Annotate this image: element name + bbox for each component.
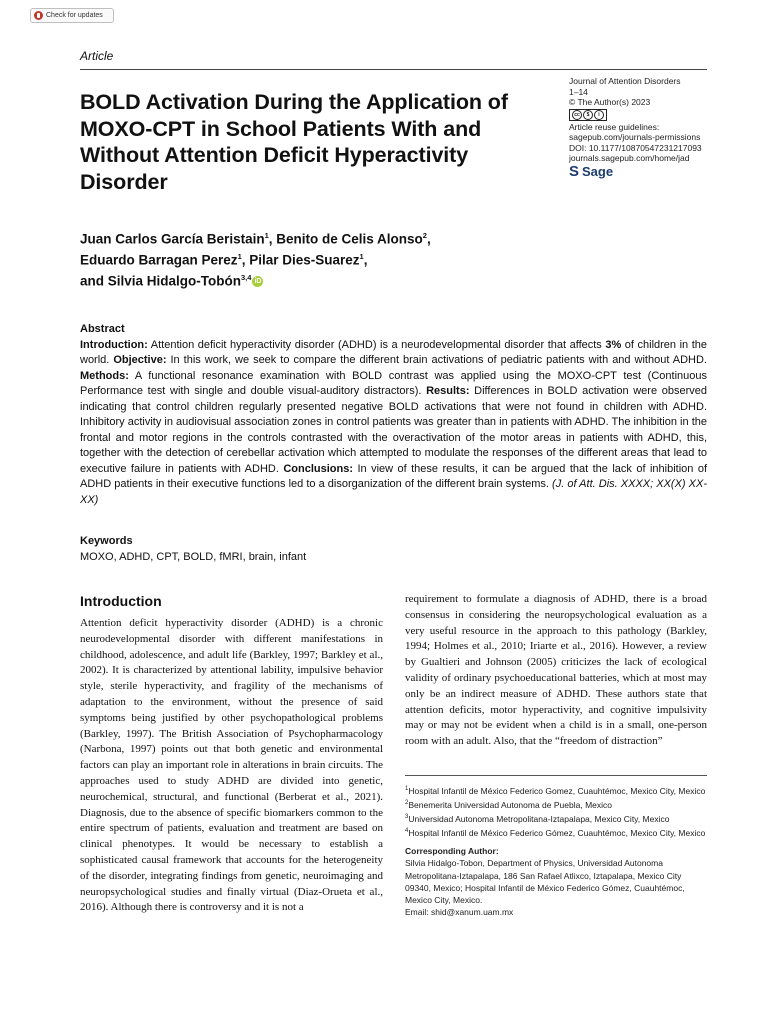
affiliation-mark: 3 xyxy=(405,814,409,821)
title-line: Without Attention Deficit Hyperactivity xyxy=(80,143,469,167)
journal-pages: 1–14 xyxy=(569,86,588,97)
separator: , xyxy=(363,252,368,268)
affiliation xyxy=(405,811,707,825)
corresponding-heading: Corresponding Author: xyxy=(405,846,499,857)
objective-text: In this work, we seek to compare the different brain activations of pediatric patients with and without ADHD. xyxy=(166,354,707,366)
title-line: MOXO-CPT in School Patients With and xyxy=(80,116,482,141)
citation: (J. of Att. Dis. XXXX; XX(X) XX-XX) xyxy=(80,478,707,506)
keywords-heading: Keywords xyxy=(80,535,133,547)
separator: , xyxy=(426,231,431,247)
results-text: Differences in BOLD activation were observed indicating that control children regularly presented negative BOLD activations that were not found in children with ADHD. Inhibitory activity in audiovisual association zones in control patients was greater than in patients with ADHD. The inhibition in the frontal and motor regions in the controls contrasted with the overactivation of the motor areas in patients with ADHD, this, together with the detection of cerebellar activation which attempted to modulate the responses of the different areas that lead to executive failure in patients with ADHD. xyxy=(80,385,707,475)
abstract-heading: Abstract xyxy=(80,323,125,335)
journal-copyright: © The Author(s) 2023 xyxy=(569,97,651,107)
check-for-updates-label: Check for updates xyxy=(46,12,103,19)
update-icon xyxy=(34,11,43,20)
author-name[interactable]: , Pilar Dies-Suarez xyxy=(241,252,360,268)
article-type: Article xyxy=(80,49,114,63)
intro-pct: 3% xyxy=(605,338,622,351)
affiliation xyxy=(405,825,707,839)
corresponding-email[interactable]: Email: shid@xanum.uam.mx xyxy=(405,907,514,918)
author-line xyxy=(80,227,540,248)
intro-text: of children in the world. xyxy=(80,338,707,366)
publisher-name: Sage xyxy=(582,163,614,179)
author-list xyxy=(80,227,540,290)
affiliation-mark: 1 xyxy=(405,786,409,792)
affiliation-mark: 1 xyxy=(264,231,269,240)
author-name[interactable]: Eduardo Barragan Perez xyxy=(80,252,238,268)
author-line xyxy=(80,269,540,290)
title-line: Disorder xyxy=(80,169,168,194)
affiliation-mark: 2 xyxy=(422,231,427,240)
reuse-label: Article reuse guidelines: xyxy=(569,121,660,132)
reuse-link[interactable]: sagepub.com/journals-permissions xyxy=(569,132,701,142)
author-name[interactable]: Juan Carlos García Beristain xyxy=(80,231,265,247)
introduction-heading: Introduction xyxy=(80,593,162,609)
affiliation-mark: 4 xyxy=(405,828,409,835)
methods-label: Methods: xyxy=(80,369,129,382)
intro-text: Attention deficit hyperactivity disorder (ADHD) is a neurodevelopmental disorder that affects xyxy=(147,338,606,351)
abstract-section xyxy=(80,322,707,508)
affiliation xyxy=(405,783,707,797)
doi-link[interactable]: DOI: 10.1177/10870547231217093 xyxy=(569,142,702,153)
sage-icon: S xyxy=(569,162,580,180)
affiliation-mark: 2 xyxy=(405,800,409,807)
footnotes xyxy=(405,783,707,918)
affiliation-mark: 1 xyxy=(237,252,242,261)
footnote-rule xyxy=(405,775,707,776)
journal-name: Journal of Attention Disorders xyxy=(569,76,681,86)
cc-license-icon: cc $ i xyxy=(569,109,607,121)
methods-text: A functional resonance examination with BOLD contrast was applied using the MOXO-CPT test (Continuous Performance test with single and double visual-auditory distractors). xyxy=(80,369,707,397)
abstract-body xyxy=(80,338,707,509)
orcid-icon[interactable]: iD xyxy=(254,278,262,286)
affiliation-mark: 3,4 xyxy=(241,273,252,282)
author-name[interactable]: and Silvia Hidalgo-Tobón xyxy=(80,273,241,289)
journal-info xyxy=(569,76,709,180)
author-line xyxy=(80,248,540,269)
conclusions-label: Conclusions: xyxy=(283,462,354,475)
author-name[interactable]: , Benito de Celis Alonso xyxy=(268,231,423,247)
title-line: BOLD Activation During the Application of xyxy=(80,90,508,114)
keywords-list: MOXO, ADHD, CPT, BOLD, fMRI, brain, infant xyxy=(80,550,307,563)
corresponding-text: Silvia Hidalgo-Tobon, Department of Physics, Universidad Autonoma Metropolitana-Iztapalapa, 186 San Rafael Atlixco, Iztapalapa, Mexico City 09340, Mexico; Hospital Infantil de México Federico Gómez, Cuauhtémoc, Mexico City, Mexico. xyxy=(405,858,685,905)
body-column-left: Attention deficit hyperactivity disorder (ADHD) is a chronic neurodevelopmental disorder with different manifestations in childhood, adolescence, and adult life (Barkley, 1997; Barkley et al., 2002). It is characterized by attentional lability, impulsive behavior style, sterile hyperactivity, and fragility of the mechanisms of adaptation to the environment, without the presence of said symptoms being justified by other psychopathological problems (Barkley, 1997). The British Association of Psychopharmacology (Narbona, 1997) points out that both genetic and environmental factors can play an important role in alterations in brain circuits. The approaches used to study ADHD are divided into genetic, neurochemical, structural, and functional (Berberat et al., 2021). Diagnosis, due to the absence of specific biomarkers common to the entire spectrum of patients, evaluation and treatment are based on clinical phenotypes. It would be necessary to establish a sophisticated causal framework that accounts for the heterogeneity of the disorder, integrating findings from genetic, neuroimaging and neuropsychological studies and finally virtual (Diaz-Orueta et al., 2016). Although there is controversy and it is not a xyxy=(80,617,383,914)
keywords-section xyxy=(80,534,707,565)
intro-label: Introduction: xyxy=(80,338,148,351)
affiliation-mark: 1 xyxy=(359,252,364,261)
affiliation xyxy=(405,797,707,811)
license-badge[interactable] xyxy=(569,108,709,122)
journal-home-link[interactable]: journals.sagepub.com/home/jad xyxy=(569,153,690,163)
objective-label: Objective: xyxy=(113,354,167,366)
affiliation-text: Hospital Infantil de México Federico Gómez, Cuauhtémoc, Mexico City, Mexico xyxy=(408,827,706,838)
affiliation-text: Universidad Autonoma Metropolitana-Iztapalapa, Mexico City, Mexico xyxy=(408,813,670,824)
header-rule xyxy=(80,69,707,70)
publisher-logo xyxy=(569,162,709,180)
check-for-updates-badge[interactable] xyxy=(30,8,114,23)
results-label: Results: xyxy=(426,385,470,397)
body-column-right: requirement to formulate a diagnosis of ADHD, there is a broad consensus in considering the neuropsychological evaluation as a very useful resource in the approach to this pathology (Barkley, 1994; Holmes et al., 2010; Iriarte et al., 2016). However, a review by Gualtieri and Johnson (2005) criticizes the lack of ecological validity of ordinary psychoeducational batteries, which at most may only be an indirect measure of ADHD. These authors state that attention deficits, motor hyperactivity, and cognitive impulsivity may or may not be evident when a child is in a small, one-person room with an adult. Also, that the “freedom of distraction” xyxy=(405,593,707,748)
paper-title xyxy=(80,89,560,195)
conclusions-text: In view of these results, it can be argued that the lack of inhibition of ADHD patients in their executive functions led to a disorganization of the different brain systems. xyxy=(80,462,708,490)
affiliation-text: Benemerita Universidad Autonoma de Puebla, Mexico xyxy=(408,799,612,810)
affiliation-text: Hospital Infantil de México Federico Gomez, Cuauhtémoc, Mexico City, Mexico xyxy=(408,785,706,796)
